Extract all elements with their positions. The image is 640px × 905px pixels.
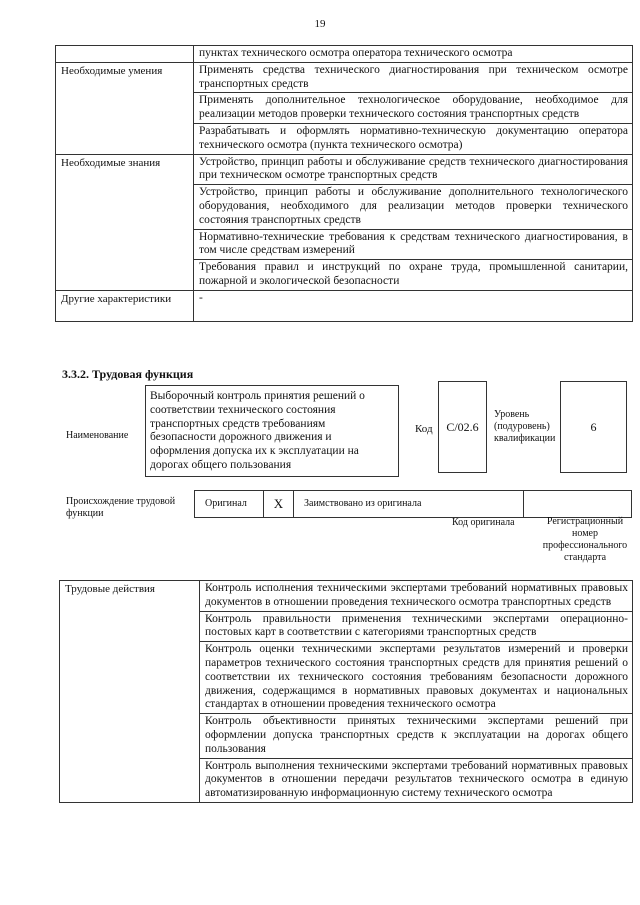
actions-table bbox=[59, 580, 633, 803]
row-label bbox=[56, 46, 194, 63]
cell-text: Применять дополнительное технологическое оборудование, необходимое для реализации методов проверки технического состояния транспортных средств bbox=[194, 93, 633, 124]
origin-row bbox=[194, 490, 632, 518]
origin-label: Происхождение трудовой функции bbox=[66, 496, 176, 519]
code-box: C/02.6 bbox=[438, 381, 487, 473]
table-row bbox=[56, 46, 633, 63]
level-box: 6 bbox=[560, 381, 627, 473]
cell-text: Нормативно-технические требования к средствам технического диагностирования, в том числе средствам измерений bbox=[194, 229, 633, 260]
skills-table bbox=[55, 45, 633, 322]
page-number: 19 bbox=[314, 18, 326, 30]
name-label: Наименование bbox=[66, 430, 129, 441]
original-mark: X bbox=[264, 491, 294, 517]
code-label: Код bbox=[415, 423, 433, 435]
original-label: Оригинал bbox=[194, 491, 264, 517]
borrowed-label: Заимствовано из оригинала bbox=[294, 491, 524, 517]
cell-text: - bbox=[194, 290, 633, 321]
level-label: Уровень (подуровень) квалификации bbox=[494, 409, 556, 444]
row-label-other: Другие характеристики bbox=[56, 290, 194, 321]
table-row bbox=[60, 581, 633, 612]
row-label-knowledge: Необходимые знания bbox=[56, 154, 194, 290]
cell-text: Требования правил и инструкций по охране труда, промышленной санитарии, пожарной и экологической безопасности bbox=[194, 260, 633, 291]
table-row bbox=[56, 154, 633, 185]
cell-text: Устройство, принцип работы и обслуживание дополнительного технологического оборудования, необходимого для реализации методов проверки технического состояния транспортных средств bbox=[194, 185, 633, 229]
table-row bbox=[56, 62, 633, 93]
row-label-actions: Трудовые действия bbox=[60, 581, 200, 803]
cell-text: Контроль выполнения техническими экспертами требований нормативных правовых документов в отношении передачи результатов технического осмотра в единую автоматизированную информационную систему технического осмотра bbox=[200, 758, 633, 802]
table-row bbox=[56, 290, 633, 321]
function-name-box: Выборочный контроль принятия решений о соответствии технического состояния транспортных средств требованиям безопасности дорожного движения и оформления допуска их к эксплуатации на дорогах общего пользования bbox=[145, 385, 399, 477]
cell-text: пунктах технического осмотра оператора технического осмотра bbox=[194, 46, 633, 63]
row-label-skills: Необходимые умения bbox=[56, 62, 194, 154]
section-heading: 3.3.2. Трудовая функция bbox=[62, 367, 194, 381]
cell-text: Контроль исполнения техническими экспертами требований нормативных правовых документов в отношении проведения технического осмотра транспортных средств bbox=[200, 581, 633, 612]
cell-text: Устройство, принцип работы и обслуживание средств технического диагностирования при техническом осмотре транспортных средств bbox=[194, 154, 633, 185]
reg-number-label: Регистрационный номер профессионального стандарта bbox=[542, 516, 628, 563]
cell-text: Контроль оценки техническими экспертами результатов измерений и проверки параметров технического состояния транспортных средств для принятия решений о соответствии их технического состояния требованиям безопасности дорожного движения, содержащимся в нормативных правовых документах и национальных стандартах в отношении проведения технического осмотра bbox=[200, 642, 633, 714]
cell-text: Применять средства технического диагностирования при техническом осмотре транспортных средств bbox=[194, 62, 633, 93]
cell-text: Контроль объективности принятых техническими экспертами решений при оформлении допуска транспортных средств к эксплуатации на дорогах общего пользования bbox=[200, 714, 633, 758]
reg-number-cell bbox=[524, 491, 632, 517]
original-code-label: Код оригинала bbox=[452, 517, 515, 528]
cell-text: Разрабатывать и оформлять нормативно-техническую документацию оператора технического осмотра (пункта технического осмотра) bbox=[194, 123, 633, 154]
cell-text: Контроль правильности применения техническими экспертами операционно-постовых карт в соответствии с категориями транспортных средств bbox=[200, 611, 633, 642]
